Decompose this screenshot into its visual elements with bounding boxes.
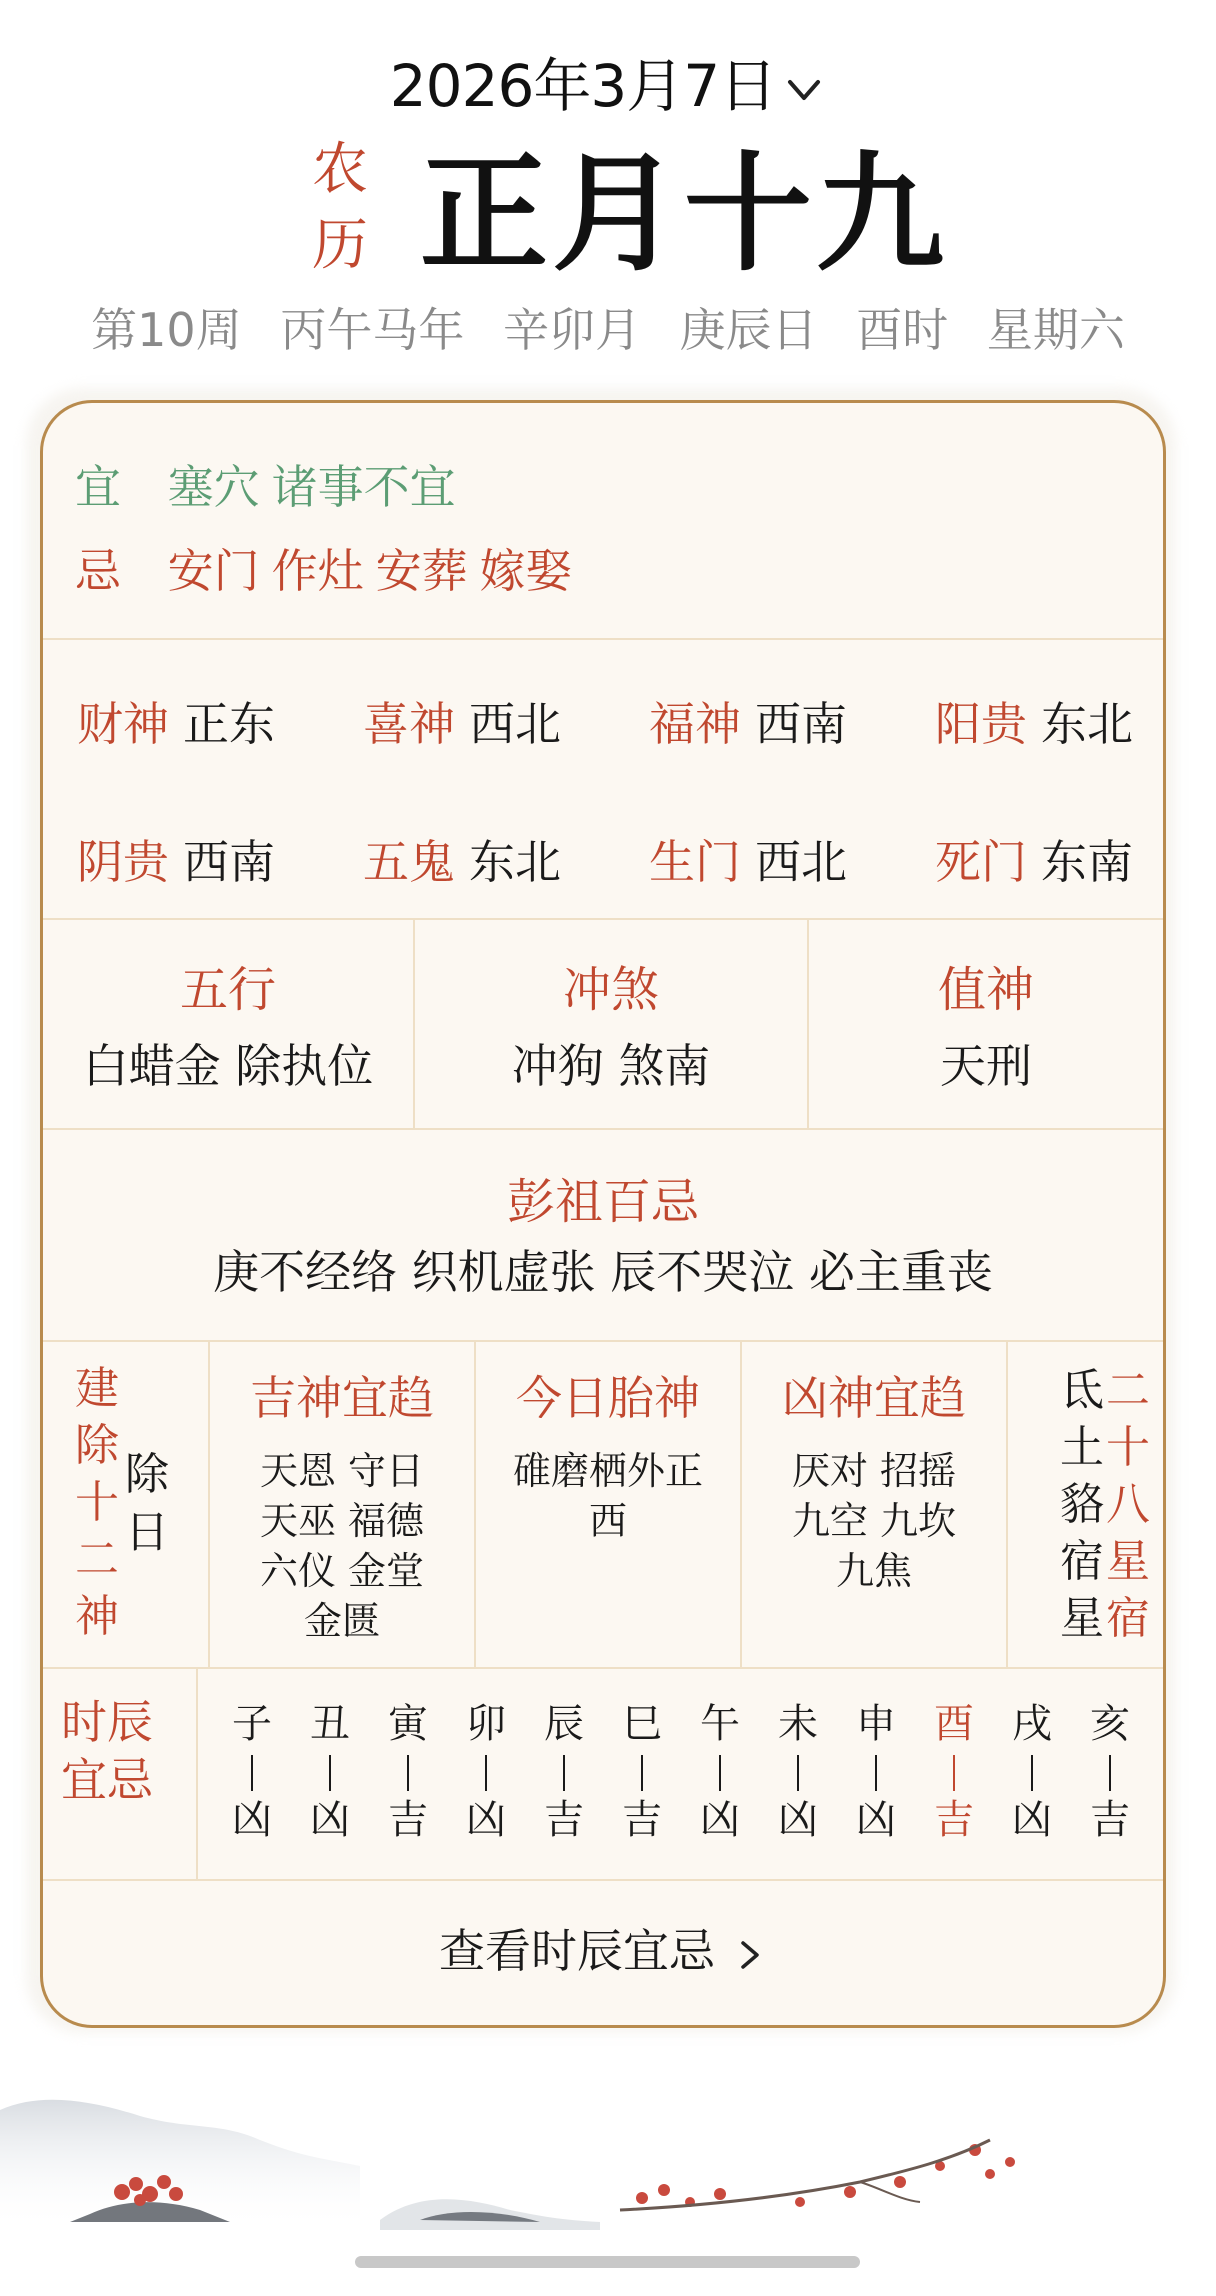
shichen-fortune: 凶 <box>700 1797 740 1843</box>
yi-item: 诸事不宜 <box>271 460 456 514</box>
date-selector[interactable] <box>0 46 1216 126</box>
shichen-fortune: 凶 <box>466 1797 506 1843</box>
chongsha-value: 冲狗 煞南 <box>511 1039 711 1093</box>
ji-item: 安葬 <box>375 544 468 598</box>
date-label: 2026年3月7日 <box>389 52 777 120</box>
xiu-value: 氐 土 貉 宿 星 <box>1060 1365 1104 1644</box>
god-item: 阳贵 东北 <box>935 697 1133 751</box>
shichen-fortune: 凶 <box>310 1797 350 1843</box>
view-shichen-label: 查看时辰宜忌 <box>439 1924 715 1978</box>
xiu-label: 二 十 八 星 宿 <box>1106 1365 1150 1644</box>
xiongshen-cell <box>742 1342 1006 1596</box>
yi-item: 塞穴 <box>167 460 260 514</box>
shichen-item <box>456 1699 516 1845</box>
lunar-date: 正月十九 <box>420 140 949 289</box>
gods-detail-section <box>43 1340 1163 1669</box>
shichen-fortune: 吉 <box>622 1797 662 1843</box>
jishen-list: 天恩 守日 天巫 福德 六仪 金堂 金匮 <box>259 1449 425 1643</box>
day-ganzhi: 庚辰日 <box>679 303 818 357</box>
god-item: 五鬼 东北 <box>363 835 561 889</box>
week-number: 第10周 <box>91 303 242 357</box>
shichen-branch: 亥 <box>1090 1701 1130 1747</box>
zhishen-cell <box>809 920 1163 1130</box>
shichen-item <box>1002 1699 1062 1845</box>
landscape-illustration <box>0 2070 1216 2230</box>
year-ganzhi: 丙午马年 <box>280 303 465 357</box>
shichen-item <box>534 1699 594 1845</box>
wuxing-title: 五行 <box>179 962 276 1018</box>
shichen-branch: 辰 <box>544 1701 584 1747</box>
shichen-fortune: 吉 <box>388 1797 428 1843</box>
god-item: 福神 西南 <box>649 697 847 751</box>
shichen-connector <box>1031 1755 1033 1791</box>
shichen-branch: 卯 <box>466 1701 506 1747</box>
shichen-fortune: 吉 <box>934 1797 974 1843</box>
shichen-connector <box>641 1755 643 1791</box>
shichen-branch: 申 <box>856 1701 896 1747</box>
weekday: 星期六 <box>986 303 1125 357</box>
taishen-title: 今日胎神 <box>516 1371 700 1425</box>
divider <box>1006 1342 1008 1669</box>
view-shichen-link[interactable] <box>43 1881 1163 2021</box>
jianchu-label: 建 除 十 二 神 <box>75 1363 119 1642</box>
shichen-connector <box>407 1755 409 1791</box>
shichen-item <box>690 1699 750 1845</box>
shichen-list <box>213 1699 1149 1859</box>
pengzu-value: 庚不经络 织机虚张 辰不哭泣 必主重丧 <box>213 1245 993 1299</box>
shichen-branch: 寅 <box>388 1701 428 1747</box>
wuxing-cell <box>43 920 413 1130</box>
shichen-connector <box>719 1755 721 1791</box>
shichen-fortune: 凶 <box>778 1797 818 1843</box>
shichen-branch: 酉 <box>934 1701 974 1747</box>
month-ganzhi: 辛卯月 <box>502 303 641 357</box>
shichen-item <box>924 1699 984 1845</box>
jianchu-value: 除 日 <box>125 1449 169 1558</box>
shichen-fortune: 凶 <box>232 1797 272 1843</box>
xiongshen-list: 厌对 招摇 九空 九坎 九焦 <box>791 1449 957 1593</box>
shichen-label: 时辰 宜忌 <box>61 1695 153 1807</box>
shichen-fortune: 凶 <box>856 1797 896 1843</box>
ji-label: 忌 <box>75 544 121 598</box>
shichen-branch: 戌 <box>1012 1701 1052 1747</box>
wuxing-value: 白蜡金 除执位 <box>82 1039 374 1093</box>
zhishen-title: 值神 <box>937 962 1034 1018</box>
shichen-branch: 未 <box>778 1701 818 1747</box>
date-info-row <box>0 298 1216 362</box>
pengzu-section <box>43 1128 1163 1342</box>
shichen-branch: 子 <box>232 1701 272 1747</box>
shichen-connector <box>563 1755 565 1791</box>
god-item: 生门 西北 <box>649 835 847 889</box>
home-indicator[interactable] <box>355 2256 860 2268</box>
yiji-section <box>43 403 1163 638</box>
ji-item: 作灶 <box>271 544 364 598</box>
hour-ganzhi: 酉时 <box>856 303 949 357</box>
shichen-branch: 午 <box>700 1701 740 1747</box>
shichen-connector <box>251 1755 253 1791</box>
shichen-item <box>378 1699 438 1845</box>
chongsha-title: 冲煞 <box>562 962 659 1018</box>
zhishen-value: 天刑 <box>940 1039 1032 1093</box>
chongsha-cell <box>415 920 807 1130</box>
shichen-connector <box>485 1755 487 1791</box>
taishen-value: 碓磨栖外正 西 <box>512 1449 703 1543</box>
shichen-connector <box>1109 1755 1111 1791</box>
shichen-item <box>768 1699 828 1845</box>
taishen-cell <box>476 1342 740 1546</box>
god-item: 死门 东南 <box>935 835 1133 889</box>
divider <box>196 1669 198 1881</box>
chevron-right-icon <box>731 1937 767 1973</box>
pengzu-title: 彭祖百忌 <box>506 1174 699 1230</box>
ji-item: 安门 <box>167 544 260 598</box>
ji-row <box>75 541 584 601</box>
jishen-title: 吉神宜趋 <box>250 1371 434 1425</box>
ji-item: 嫁娶 <box>479 544 572 598</box>
shichen-fortune: 吉 <box>544 1797 584 1843</box>
almanac-card <box>40 400 1166 2028</box>
god-item: 财神 正东 <box>77 697 275 751</box>
jishen-cell <box>210 1342 474 1646</box>
chevron-down-icon <box>782 68 826 112</box>
xiongshen-title: 凶神宜趋 <box>782 1371 966 1425</box>
god-item: 喜神 西北 <box>363 697 561 751</box>
footer-section <box>43 1879 1163 2027</box>
shichen-item <box>300 1699 360 1845</box>
shichen-branch: 巳 <box>622 1701 662 1747</box>
lunar-tag: 农 历 <box>312 137 368 278</box>
yi-row <box>75 457 468 517</box>
shichen-item <box>1080 1699 1140 1845</box>
shichen-section <box>43 1667 1163 1881</box>
shichen-item <box>612 1699 672 1845</box>
gods-section <box>43 638 1163 920</box>
shichen-connector <box>797 1755 799 1791</box>
shichen-connector <box>875 1755 877 1791</box>
shichen-connector <box>329 1755 331 1791</box>
yi-label: 宜 <box>75 460 121 514</box>
triple-section <box>43 918 1163 1130</box>
shichen-fortune: 吉 <box>1090 1797 1130 1843</box>
god-item: 阴贵 西南 <box>77 835 275 889</box>
shichen-item <box>846 1699 906 1845</box>
shichen-branch: 丑 <box>310 1701 350 1747</box>
shichen-fortune: 凶 <box>1012 1797 1052 1843</box>
shichen-item <box>222 1699 282 1845</box>
shichen-connector <box>953 1755 955 1791</box>
